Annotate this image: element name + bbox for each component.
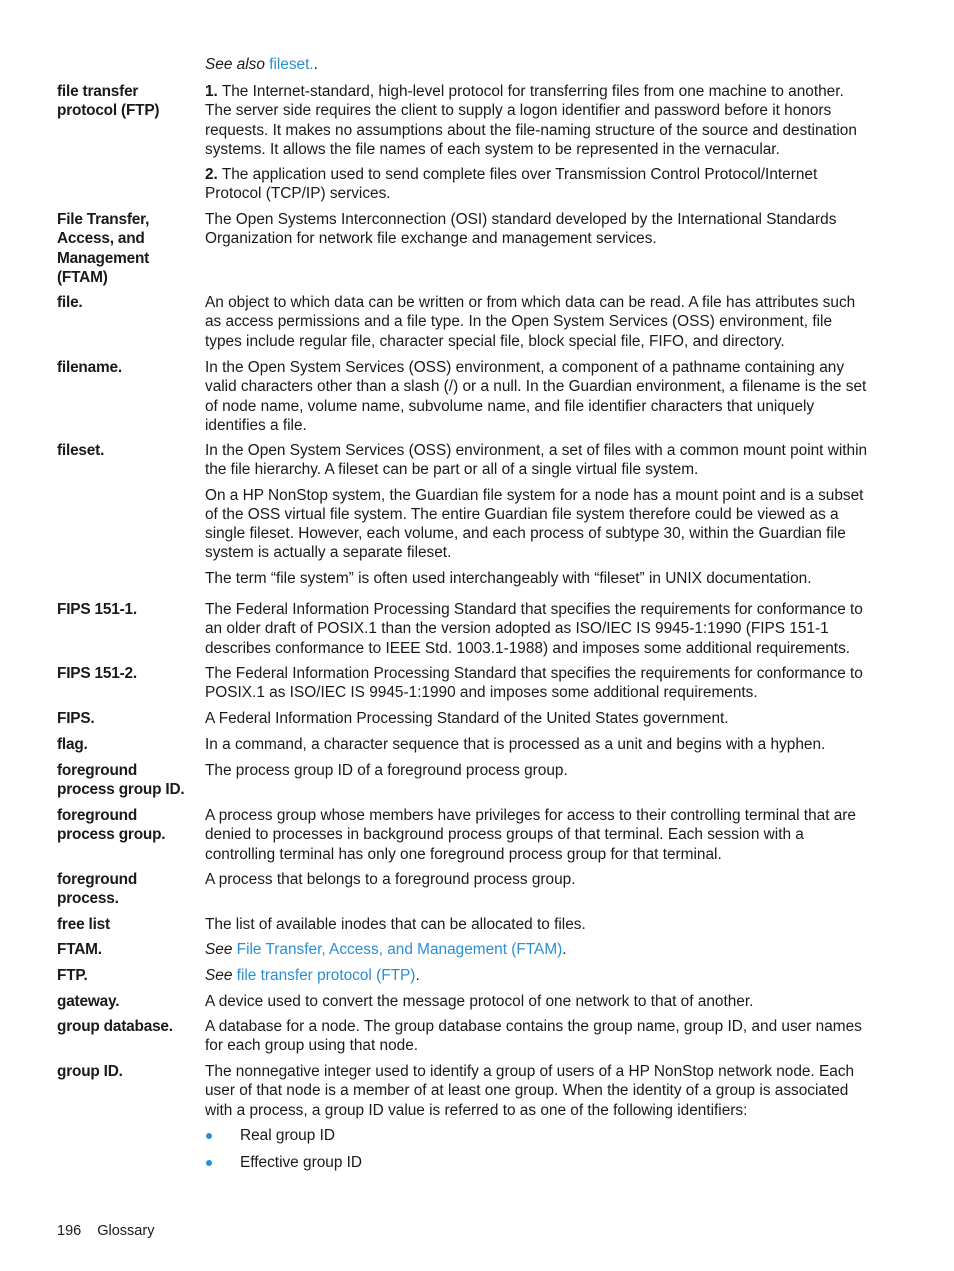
glossary-term: file. [57,294,83,311]
glossary-definition: A process that belongs to a foreground process group. [205,871,576,888]
glossary-term: FTAM. [57,941,102,958]
fileset-link[interactable]: fileset. [269,56,314,73]
glossary-term: FIPS. [57,710,95,727]
definition-paragraph: The term “file system” is often used interchangeably with “fileset” in UNIX documentation. [205,569,812,587]
glossary-term: FTP. [57,967,88,984]
identifier-list [205,1126,871,1173]
glossary-term: group ID. [57,1063,123,1080]
glossary-definition: A process group whose members have privileges for access to their controlling terminal that are denied to processes in background process groups of that terminal. Each session with a controlling terminal has only one foreground process group for that terminal. [205,807,856,863]
glossary-definition: In a command, a character sequence that is processed as a unit and begins with a hyphen. [205,736,826,753]
glossary-definition: The list of available inodes that can be allocated to files. [205,916,586,933]
link-suffix: . [415,967,420,984]
bullet-icon [206,1160,212,1166]
list-item-text: Real group ID [240,1126,335,1144]
definition-paragraph: The nonnegative integer used to identify a group of users of a HP NonStop network node. Each user of that node is a member of at least one group. When the identity of a group is associated with a process, a group ID value is referred to as one of the following identifiers: [205,1063,855,1119]
glossary-term: gateway. [57,993,120,1010]
glossary-definition: An object to which data can be written or from which data can be read. A file has attributes such as access permissions and a file type. In the Open System Services (OSS) environment, file types include regular file, character special file, block special file, FIFO, and directory. [205,294,856,350]
ftp-link[interactable]: file transfer protocol (FTP) [236,967,416,984]
definition-text: The application used to send complete files over Transmission Control Protocol/Internet Protocol (TCP/IP) services. [205,166,818,203]
glossary-term: fileset. [57,442,105,459]
glossary-term: free list [57,916,110,933]
glossary-term: foreground process group ID. [57,762,185,799]
bullet-icon [206,1133,212,1139]
see-label: See [205,941,233,958]
glossary-term: group database. [57,1018,173,1035]
glossary-definition: A device used to convert the message protocol of one network to that of another. [205,993,754,1010]
glossary-definition [205,966,871,985]
glossary-definition: In the Open System Services (OSS) environment, a component of a pathname containing any valid characters other than a slash (/) or a null. In the Guardian environment, a filename is the set of node name, volume name, subvolume name, and file identifier characters that uniquely identifies a file. [205,359,867,434]
glossary-definition: The process group ID of a foreground process group. [205,762,568,779]
definition-number: 1. [205,83,218,100]
link-suffix: . [562,941,567,958]
page-footer [57,1222,154,1241]
list-item [205,1153,871,1172]
list-item [205,1126,871,1145]
see-also-suffix: . [313,56,318,73]
definition-text: The Internet-standard, high-level protocol for transferring files from one machine to another. The server side requires the client to supply a logon identifier and password before it honors requests. It makes no assumptions about the file-naming structure of the source and destination systems. It allows the file names of each system to be represented in the vernacular. [205,83,857,158]
definition-paragraph: On a HP NonStop system, the Guardian file system for a node has a mount point and is a subset of the OSS virtual file system. The entire Guardian file system therefore could be viewed as a single fileset. However, each volume, and each process of subtype 30, within the Guardian file system is actually a separate fileset. [205,486,864,562]
glossary-term: foreground process. [57,871,138,908]
glossary-term: File Transfer, Access, and Management (FTAM) [57,211,150,286]
definition-number: 2. [205,166,218,184]
page-number: 196 [57,1223,82,1239]
glossary-definition: A database for a node. The group database contains the group name, group ID, and user names for each group using that node. [205,1018,862,1055]
glossary-term: FIPS 151-1. [57,601,137,618]
glossary-definition: The Federal Information Processing Standard that specifies the requirements for conformance to an older draft of POSIX.1 than the version adopted as ISO/IEC IS 9945-1:1990 (FIPS 151-1 describes conformance to IEEE Std. 1003.1-1988) and imposes some additional requirements. [205,601,863,657]
glossary-term: FIPS 151-2. [57,665,137,682]
ftam-link[interactable]: File Transfer, Access, and Management (FTAM) [236,941,563,958]
glossary-term: flag. [57,736,88,753]
glossary-definition [205,82,871,210]
glossary-term: foreground process group. [57,807,166,844]
see-also-prefix: See also [205,56,265,73]
glossary-term: filename. [57,359,122,376]
glossary-definition: The Federal Information Processing Standard that specifies the requirements for conformance to POSIX.1 as ISO/IEC IS 9945-1:1990 and imposes some additional requirements. [205,665,863,702]
see-label: See [205,967,233,984]
glossary-definition [205,441,871,594]
glossary-term: file transfer protocol (FTP) [57,83,160,120]
definition-paragraph: In the Open System Services (OSS) environment, a set of files with a common mount point within the file hierarchy. A fileset can be part or all of a single virtual file system. [205,442,868,479]
footer-section: Glossary [97,1223,155,1239]
glossary-definition [205,940,871,959]
glossary-definition: A Federal Information Processing Standard of the United States government. [205,710,729,727]
glossary-definition: The Open Systems Interconnection (OSI) standard developed by the International Standards Organization for network file exchange and management services. [205,211,837,248]
glossary-definition [205,1062,871,1180]
list-item-text: Effective group ID [240,1154,363,1172]
